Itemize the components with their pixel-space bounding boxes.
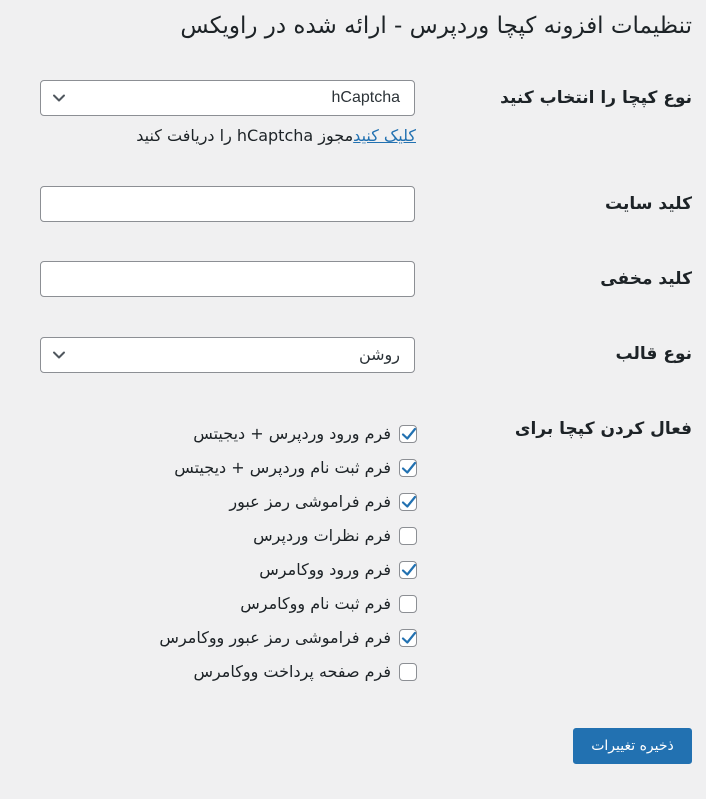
checkbox[interactable] [399, 595, 417, 613]
checkbox-label: فرم ثبت نام وردپرس + دیجیتس [174, 458, 391, 477]
checkbox-label: فرم ثبت نام ووکامرس [240, 594, 391, 613]
help-text-suffix: مجوز hCaptcha را دریافت کنید [136, 126, 354, 145]
theme-label: نوع قالب [615, 344, 692, 364]
secret-key-label: کلید مخفی [600, 269, 692, 289]
checkbox[interactable] [399, 493, 417, 511]
checkbox-label: فرم نظرات وردپرس [253, 526, 391, 545]
checkbox[interactable] [399, 561, 417, 579]
captcha-type-label: نوع کپچا را انتخاب کنید [500, 88, 692, 108]
checkbox-row[interactable] [259, 559, 417, 581]
chevron-down-icon [51, 347, 67, 363]
checkbox-row[interactable] [193, 423, 417, 445]
checkbox[interactable] [399, 425, 417, 443]
checkbox[interactable] [399, 459, 417, 477]
checkmark-icon [399, 458, 419, 478]
captcha-type-value: hCaptcha [331, 89, 400, 106]
checkbox-label: فرم فراموشی رمز عبور ووکامرس [159, 628, 391, 647]
captcha-type-select[interactable] [40, 80, 415, 116]
checkbox[interactable] [399, 663, 417, 681]
checkbox-row[interactable] [253, 525, 417, 547]
checkbox[interactable] [399, 527, 417, 545]
checkbox[interactable] [399, 629, 417, 647]
captcha-help-text [136, 124, 416, 148]
enable-captcha-label: فعال کردن کپچا برای [514, 419, 692, 439]
checkbox-label: فرم فراموشی رمز عبور [229, 492, 391, 511]
site-key-input[interactable] [40, 186, 415, 222]
checkmark-icon [399, 424, 419, 444]
checkbox-row[interactable] [229, 491, 417, 513]
page-title: تنظیمات افزونه کپچا وردپرس - ارائه شده در راویکس [180, 13, 692, 39]
save-changes-button[interactable]: ذخیره تغییرات [573, 728, 692, 764]
checkbox-label: فرم صفحه پرداخت ووکامرس [193, 662, 391, 681]
checkbox-label: فرم ورود وردپرس + دیجیتس [193, 424, 391, 443]
chevron-down-icon [51, 90, 67, 106]
secret-key-input[interactable] [40, 261, 415, 297]
checkbox-row[interactable] [240, 593, 417, 615]
checkbox-label: فرم ورود ووکامرس [259, 560, 391, 579]
theme-select[interactable] [40, 337, 415, 373]
get-license-link[interactable]: کلیک کنید [353, 126, 416, 145]
checkbox-row[interactable] [174, 457, 417, 479]
site-key-label: کلید سایت [605, 194, 692, 214]
checkmark-icon [399, 628, 419, 648]
checkbox-row[interactable] [193, 661, 417, 683]
checkmark-icon [399, 492, 419, 512]
checkmark-icon [399, 560, 419, 580]
theme-value: روشن [358, 345, 400, 364]
checkbox-row[interactable] [159, 627, 417, 649]
